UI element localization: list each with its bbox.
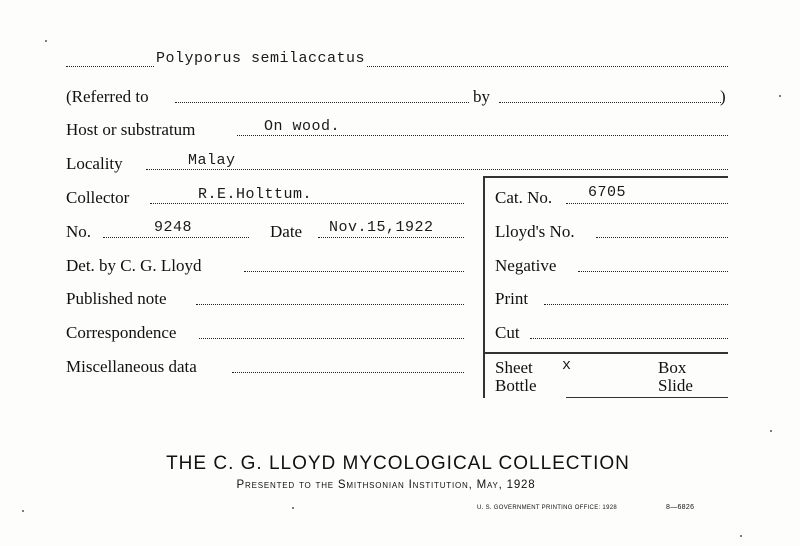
bottle-label: Bottle bbox=[495, 376, 537, 395]
misc-label: Miscellaneous data bbox=[66, 357, 197, 376]
print-label: Print bbox=[495, 289, 529, 308]
box-label: Box bbox=[658, 358, 687, 377]
locality-value: Malay bbox=[188, 152, 236, 169]
close-paren: ) bbox=[720, 87, 726, 106]
misc-line bbox=[232, 372, 464, 373]
slide-label: Slide bbox=[658, 376, 693, 395]
negative-line bbox=[578, 271, 728, 272]
box-bottom-rule bbox=[566, 397, 728, 398]
referred-label: (Referred to bbox=[66, 87, 149, 106]
box-inner-rule bbox=[483, 352, 728, 354]
locality-line bbox=[146, 169, 728, 170]
host-value: On wood. bbox=[264, 118, 341, 135]
scan-speck bbox=[45, 40, 47, 42]
collection-title: THE C. G. LLOYD MYCOLOGICAL COLLECTION bbox=[166, 453, 630, 474]
print-line bbox=[544, 304, 728, 305]
no-value: 9248 bbox=[154, 219, 193, 236]
det-line bbox=[244, 271, 464, 272]
referred-line bbox=[175, 102, 469, 103]
collector-value: R.E.Holttum. bbox=[198, 186, 313, 203]
scan-speck bbox=[770, 430, 772, 432]
sheet-mark: x bbox=[562, 357, 572, 374]
form-number: 8—6826 bbox=[666, 504, 695, 511]
negative-label: Negative bbox=[495, 256, 557, 275]
by-line bbox=[499, 102, 721, 103]
collection-subtitle: Presented to the Smithsonian Institution, May, 1928 bbox=[236, 479, 536, 491]
sheet-label: Sheet bbox=[495, 358, 533, 377]
scan-speck bbox=[779, 95, 781, 97]
scan-speck bbox=[22, 510, 24, 512]
box-top-rule bbox=[483, 176, 728, 178]
collector-label: Collector bbox=[66, 188, 130, 207]
locality-label: Locality bbox=[66, 154, 123, 173]
scan-speck bbox=[292, 507, 294, 509]
collector-line bbox=[150, 203, 464, 204]
cut-line bbox=[530, 338, 728, 339]
correspondence-line bbox=[199, 338, 464, 339]
date-value: Nov.15,1922 bbox=[329, 219, 434, 236]
host-label: Host or substratum bbox=[66, 120, 196, 139]
cut-label: Cut bbox=[495, 323, 520, 342]
correspondence-label: Correspondence bbox=[66, 323, 177, 342]
scan-speck bbox=[740, 535, 742, 537]
lloyds-line bbox=[596, 237, 728, 238]
by-label: by bbox=[473, 87, 490, 106]
date-label: Date bbox=[270, 222, 303, 241]
published-label: Published note bbox=[66, 289, 167, 308]
cat-label: Cat. No. bbox=[495, 188, 553, 207]
printing-office-note: U. S. GOVERNMENT PRINTING OFFICE: 1928 bbox=[477, 505, 617, 511]
cat-line bbox=[566, 203, 728, 204]
published-line bbox=[196, 304, 464, 305]
det-label: Det. by C. G. Lloyd bbox=[66, 256, 202, 275]
cat-value: 6705 bbox=[588, 184, 627, 201]
no-label: No. bbox=[66, 222, 92, 241]
host-line bbox=[237, 135, 728, 136]
species-name: Polyporus semilaccatus bbox=[156, 50, 366, 67]
lloyds-label: Lloyd's No. bbox=[495, 222, 575, 241]
date-line bbox=[318, 237, 464, 238]
box-left-rule bbox=[483, 176, 485, 398]
no-line bbox=[103, 237, 249, 238]
